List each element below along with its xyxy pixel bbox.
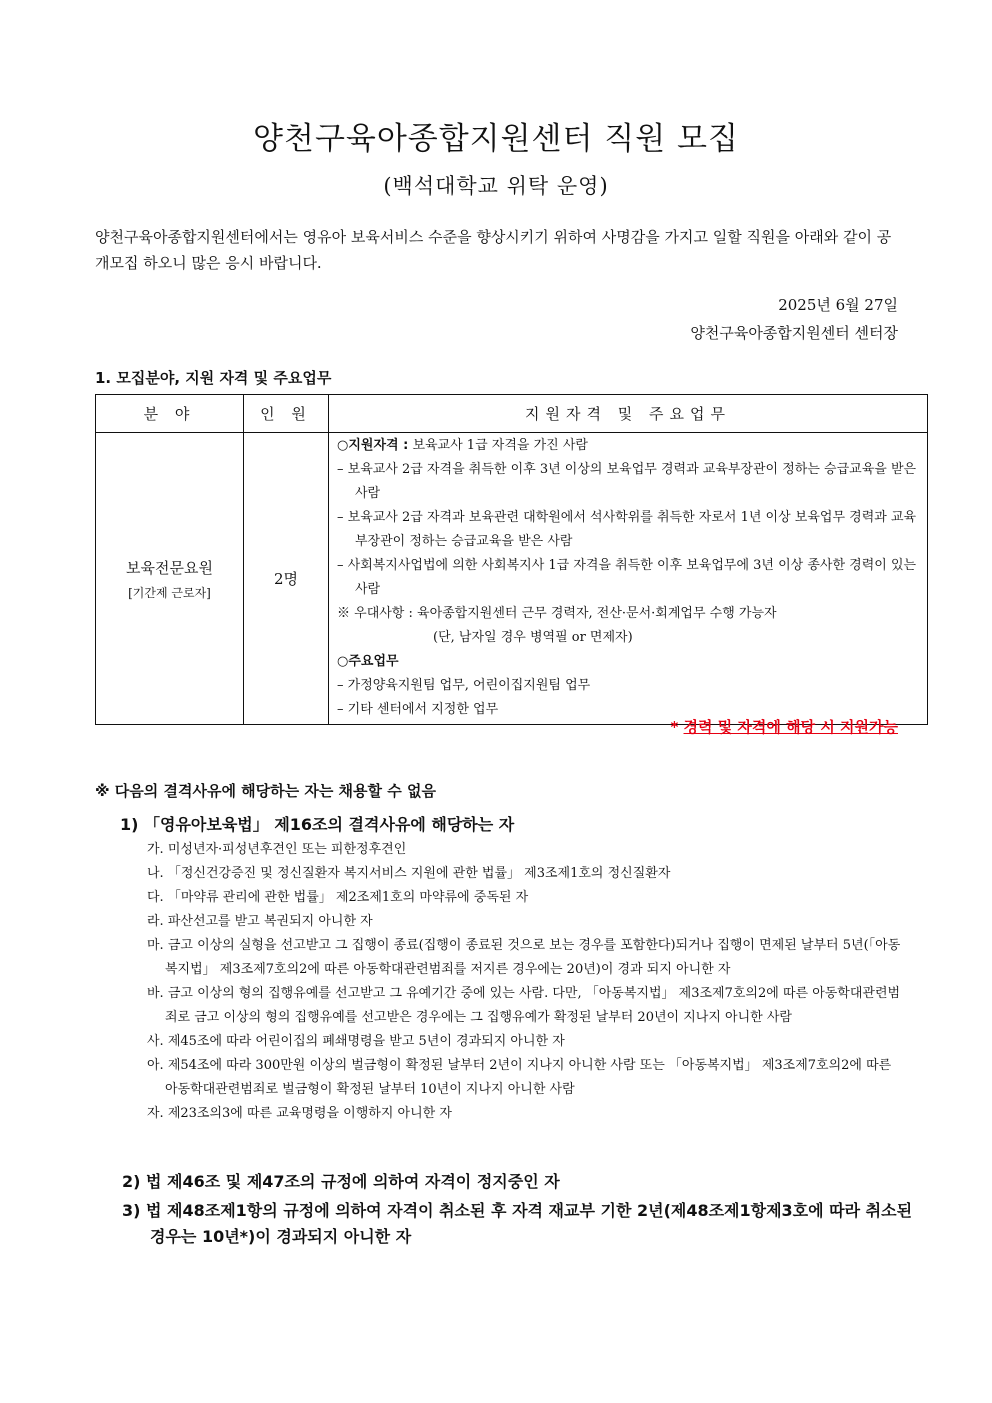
document-subtitle: (백석대학교 위탁 운영) [383,174,609,198]
list-item: 아. 제54조에 따라 300만원 이상의 벌금형이 확정된 날부터 2년이 지나지 아니한 사람 또는 「아동복지법」 제3조제7호의2에 따른 아동학대관련범죄로 벌금형이 확정된 날부터 10년이 지나지 아니한 사람 [147,1058,892,1097]
qualification-heading [337,434,919,458]
signer: 양천구육아종합지원센터 센터장 [690,324,898,342]
preference-line: ※ 우대사항 : 육아종합지원센터 근무 경력자, 전산·문서·회계업무 수행 가능자 [337,606,777,621]
recruitment-table [95,394,928,725]
header-count: 인 원 [244,395,329,433]
list-item: 사. 제45조에 따라 어린이집의 폐쇄명령을 받고 5년이 경과되지 아니한 자 [147,1034,565,1049]
disqualification-law-1: 1) 「영유아보육법」 제16조의 결격사유에 해당하는 자 [120,815,515,834]
notice-asterisk: * [670,718,684,736]
field-name: 보육전문요원 [126,558,213,577]
count-cell: 2명 [244,433,329,725]
list-item: 나. 「정신건강증진 및 정신질환자 복지서비스 지원에 관한 법률」 제3조제1호의 정신질환자 [147,866,671,881]
duty-item: – 가정양육지원팀 업무, 어린이집지원팀 업무 [337,678,591,693]
document-title: 양천구육아종합지원센터 직원 모집 [253,121,739,157]
intro-paragraph: 양천구육아종합지원센터에서는 영유아 보육서비스 수준을 향상시키기 위하여 사명감을 가지고 일할 직원을 아래와 같이 공개모집 하오니 많은 응시 바랍니다. [95,228,892,272]
disqualification-list [147,838,902,1126]
table-row [96,433,928,725]
qualification-main: 보육교사 1급 자격을 가진 사람 [408,438,588,453]
eligibility-notice [670,716,898,737]
disqualification-law-2: 2) 법 제46조 및 제47조의 규정에 의하여 자격이 정지중인 자 [122,1172,560,1191]
announcement-date: 2025년 6월 27일 [778,296,898,314]
notice-text: 경력 및 자격에 해당 시 지원가능 [683,718,898,736]
header-duties: 지원자격 및 주요업무 [329,395,928,433]
duties-heading: ○주요업무 [337,654,399,669]
header-field: 분 야 [96,395,244,433]
duties-cell [329,433,928,725]
list-item: 라. 파산선고를 받고 복권되지 아니한 자 [147,914,373,929]
list-item: 바. 금고 이상의 형의 집행유예를 선고받고 그 유예기간 중에 있는 사람. 다만, 「아동복지법」 제3조제7호의2에 따른 아동학대관련범죄로 금고 이상의 형의 집행유예를 선고받은 경우에는 그 집행유예가 확정된 날부터 20년이 지나지 아니한 사람 [147,986,901,1025]
list-item: 마. 금고 이상의 실형을 선고받고 그 집행이 종료(집행이 종료된 것으로 보는 경우를 포함한다)되거나 집행이 면제된 날부터 5년(「아동복지법」 제3조제7호의2에 따른 아동학대관련범죄를 저지른 경우에는 20년)이 경과 되지 아니한 자 [147,938,901,977]
section-heading: 1. 모집분야, 지원 자격 및 주요업무 [95,369,332,387]
qualification-label: ○지원자격 : [337,438,409,453]
list-item: 가. 미성년자·피성년후견인 또는 피한정후견인 [147,842,407,857]
qualification-item: – 보육교사 2급 자격과 보육관련 대학원에서 석사학위를 취득한 자로서 1년 이상 보육업무 경력과 교육부장관이 정하는 승급교육을 받은 사람 [337,510,917,549]
qualification-item: – 보육교사 2급 자격을 취득한 이후 3년 이상의 보육업무 경력과 교육부장관이 정하는 승급교육을 받은 사람 [337,462,917,501]
duty-item: – 기타 센터에서 지정한 업무 [337,702,499,717]
field-employment-type: [기간제 근로자] [128,585,211,600]
list-item: 자. 제23조의3에 따른 교육명령을 이행하지 아니한 자 [147,1106,452,1121]
preference-note: (단, 남자일 경우 병역필 or 면제자) [433,630,633,645]
disqualification-title: ※ 다음의 결격사유에 해당하는 자는 채용할 수 없음 [95,782,436,800]
field-cell [96,433,244,725]
list-item: 다. 「마약류 관리에 관한 법률」 제2조제1호의 마약류에 중독된 자 [147,890,529,905]
table-header-row [96,395,928,433]
disqualification-law-3: 3) 법 제48조제1항의 규정에 의하여 자격이 취소된 후 자격 재교부 기한 2년(제48조제1항제3호에 따라 취소된 경우는 10년*)이 경과되지 아니한 자 [122,1201,913,1246]
qualification-item: – 사회복지사업법에 의한 사회복지사 1급 자격을 취득한 이후 보육업무에 3년 이상 종사한 경력이 있는 사람 [337,558,917,597]
